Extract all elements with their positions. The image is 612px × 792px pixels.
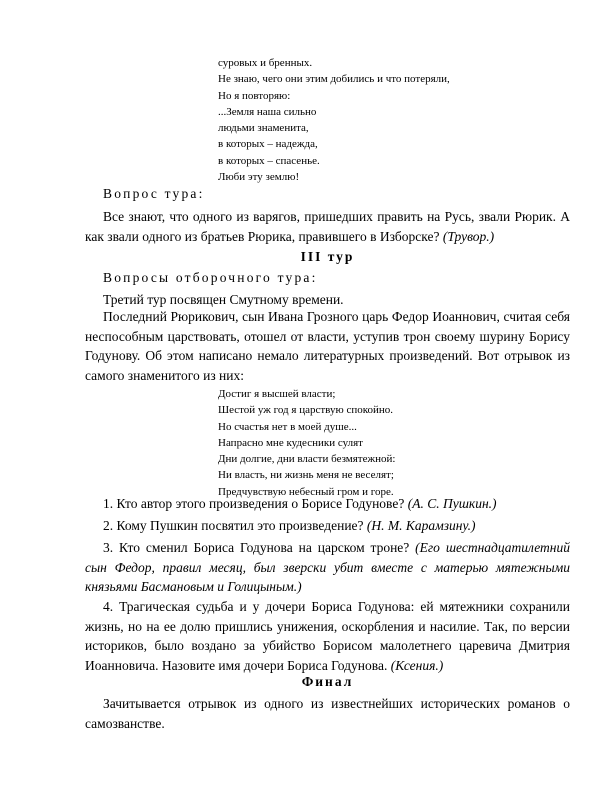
tour-question-heading: Вопрос тура: (103, 186, 205, 201)
question-answer: (Трувор.) (439, 228, 495, 244)
question-text: 1. Кто автор этого произведения о Борисе Годунове? (103, 496, 405, 511)
question-answer: (Ксения.) (387, 657, 444, 673)
poem-line: суровых и бренных. (218, 57, 313, 69)
tour-question-text (85, 207, 570, 246)
selection-questions-heading: Вопросы отборочного тура: (103, 270, 318, 285)
poem-line: Напрасно мне кудесники сулят (218, 436, 363, 449)
tour3-intro: Третий тур посвящен Смутному времени. (103, 292, 344, 307)
poem-line: Дни долгие, дни власти безмятежной: (218, 453, 396, 466)
tour3-heading: III тур (300, 249, 355, 264)
final-text: Зачитывается отрывок из одного из известнейших исторических романов о самозванстве. (85, 696, 570, 731)
question-1 (85, 494, 570, 514)
poem-excerpt-2 (218, 386, 395, 500)
poem-excerpt-1 (218, 55, 450, 185)
tour3-paragraph: Последний Рюрикович, сын Ивана Грозного царь Федор Иоаннович, считая себя неспособным царствовать, отошел от власти, уступив трон своему шурину Борису Годунову. Об этом написано немало литературных произведений. Вот отрывок из самого знаменитого из них: (85, 309, 570, 383)
poem-line: в которых – спасенье. (218, 154, 320, 167)
final-heading: Финал (301, 674, 354, 689)
question-text: 4. Трагическая судьба и у дочери Бориса Годунова: ей мятежники сохранили жизнь, но на ее долю пришлись унижения, оскорбления и насилие. Так, по версии историков, было воздано за убийство Борисом малолетнего царевича Дмитрия Иоанновича. Назовите имя дочери Бориса Годунова. (85, 599, 570, 673)
question-text: Все знают, что одного из варягов, пришедших править на Русь, звали Рюрик. А как звали одного из братьев Рюрика, правившего в Изборске? (85, 209, 570, 244)
poem-line: Ни власть, ни жизнь меня не веселят; (218, 469, 394, 482)
poem-line: Предчувствую небесный гром и горе. (218, 485, 394, 498)
poem-line: Но я повторяю: (218, 89, 291, 102)
question-4 (85, 597, 570, 675)
poem-line: Шестой уж год я царствую спокойно. (218, 404, 394, 417)
poem-line: Не знаю, чего они этим добились и что потеряли, (218, 73, 450, 86)
question-answer: (А. С. Пушкин.) (404, 496, 497, 511)
poem-line: Достиг я высшей власти; (218, 388, 336, 400)
question-text: 3. Кто сменил Бориса Годунова на царском троне? (103, 540, 410, 555)
poem-line: ...Земля наша сильно (218, 105, 317, 118)
question-2 (85, 516, 570, 536)
poem-line: людьми знаменита, (218, 122, 309, 135)
poem-line: Но счастья нет в моей душе... (218, 420, 357, 433)
question-answer: (Его шестнадцатилетний сын Федор, правил месяц, был зверски убит вместе с матерью мятежными князьями Басмановым и Голицыным.) (85, 540, 570, 594)
poem-line: в которых – надежда, (218, 138, 318, 151)
question-text: 2. Кому Пушкин посвятил это произведение? (103, 518, 364, 533)
question-answer: (Н. М. Карамзину.) (363, 518, 476, 533)
poem-line: Люби эту землю! (218, 171, 300, 184)
question-3 (85, 538, 570, 597)
